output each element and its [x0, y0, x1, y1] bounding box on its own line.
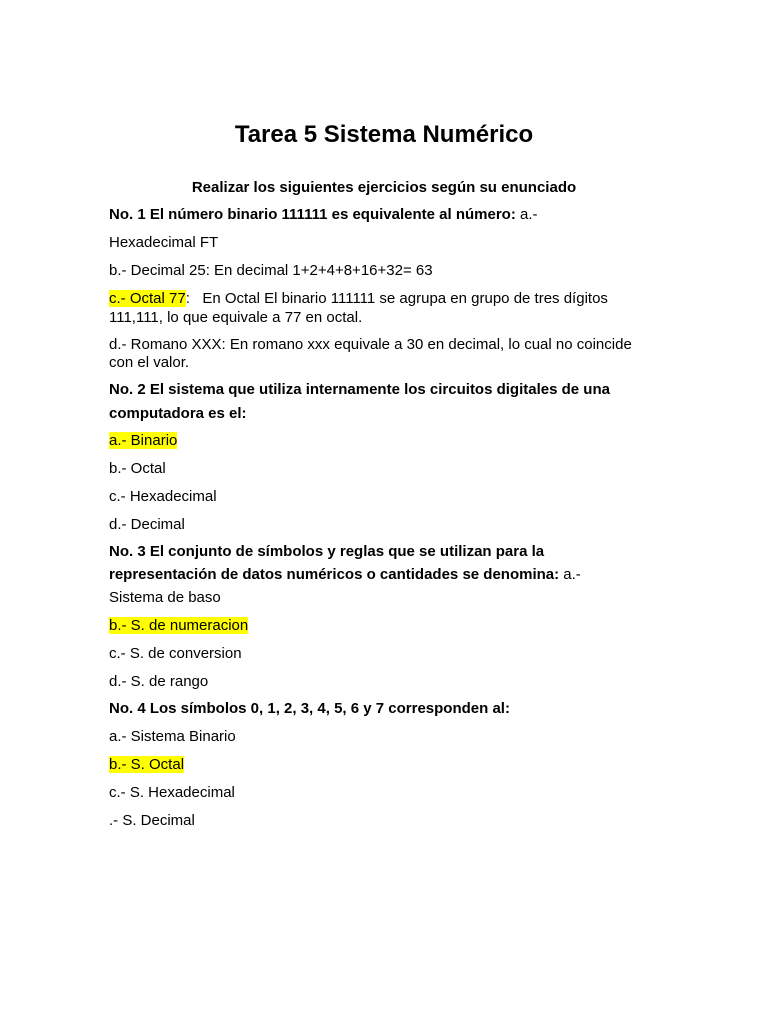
q3-option-a-text: Sistema de baso — [109, 589, 221, 606]
q2-option-c: c.- Hexadecimal — [109, 488, 217, 505]
q2-option-a-answer: a.- Binario — [109, 432, 178, 449]
q1-option-d-line-1: d.- Romano XXX: En romano xxx equivale a 30 en decimal, lo cual no coincide — [109, 336, 632, 353]
q3-option-b-answer: b.- S. de numeracion — [109, 617, 249, 634]
q2-option-b: b.- Octal — [109, 460, 166, 477]
q2-question-line-2: computadora es el: — [109, 405, 247, 422]
q4-option-c: c.- S. Hexadecimal — [109, 784, 235, 801]
q1-option-c-answer: c.- Octal 77 — [109, 290, 186, 307]
q3-question-line-1: No. 3 El conjunto de símbolos y reglas que se utilizan para la — [109, 543, 545, 560]
q1-option-c-line-2: 111,111, lo que equivale a 77 en octal. — [109, 309, 363, 326]
q4-option-b-line — [109, 755, 659, 774]
q2-option-d: d.- Decimal — [109, 516, 185, 533]
q4-question: No. 4 Los símbolos 0, 1, 2, 3, 4, 5, 6 y 7 corresponden al: — [109, 700, 510, 717]
q2-option-a-line — [109, 431, 659, 450]
q1-option-d-line-2: con el valor. — [109, 354, 190, 371]
q1-option-c-line-1 — [109, 289, 659, 308]
q1-option-c-explanation: : En Octal El binario 111111 se agrupa en grupo de tres dígitos — [185, 290, 608, 307]
q1-question-line — [109, 205, 659, 224]
q4-option-b-answer: b.- S. Octal — [109, 756, 185, 773]
q3-option-d: d.- S. de rango — [109, 673, 209, 690]
document-title: Tarea 5 Sistema Numérico — [234, 121, 534, 148]
q4-option-a: a.- Sistema Binario — [109, 728, 236, 745]
q3-option-b-line — [109, 616, 659, 635]
q3-option-c: c.- S. de conversion — [109, 645, 242, 662]
q1-option-b: b.- Decimal 25: En decimal 1+2+4+8+16+32= 63 — [109, 262, 433, 279]
q4-option-d: .- S. Decimal — [109, 812, 195, 829]
document-subtitle: Realizar los siguientes ejercicios según su enunciado — [191, 179, 577, 196]
q1-option-a-text: Hexadecimal FT — [109, 234, 219, 251]
q1-question: No. 1 El número binario 111111 es equivalente al número: — [109, 206, 516, 223]
q3-question-text: representación de datos numéricos o cantidades se denomina: — [109, 566, 560, 583]
q1-option-a-prefix: a.- — [520, 206, 538, 223]
q3-question-line-2 — [109, 565, 659, 584]
q2-question-line-1: No. 2 El sistema que utiliza internamente los circuitos digitales de una — [109, 381, 610, 398]
q3-option-a-prefix: a.- — [563, 566, 581, 583]
